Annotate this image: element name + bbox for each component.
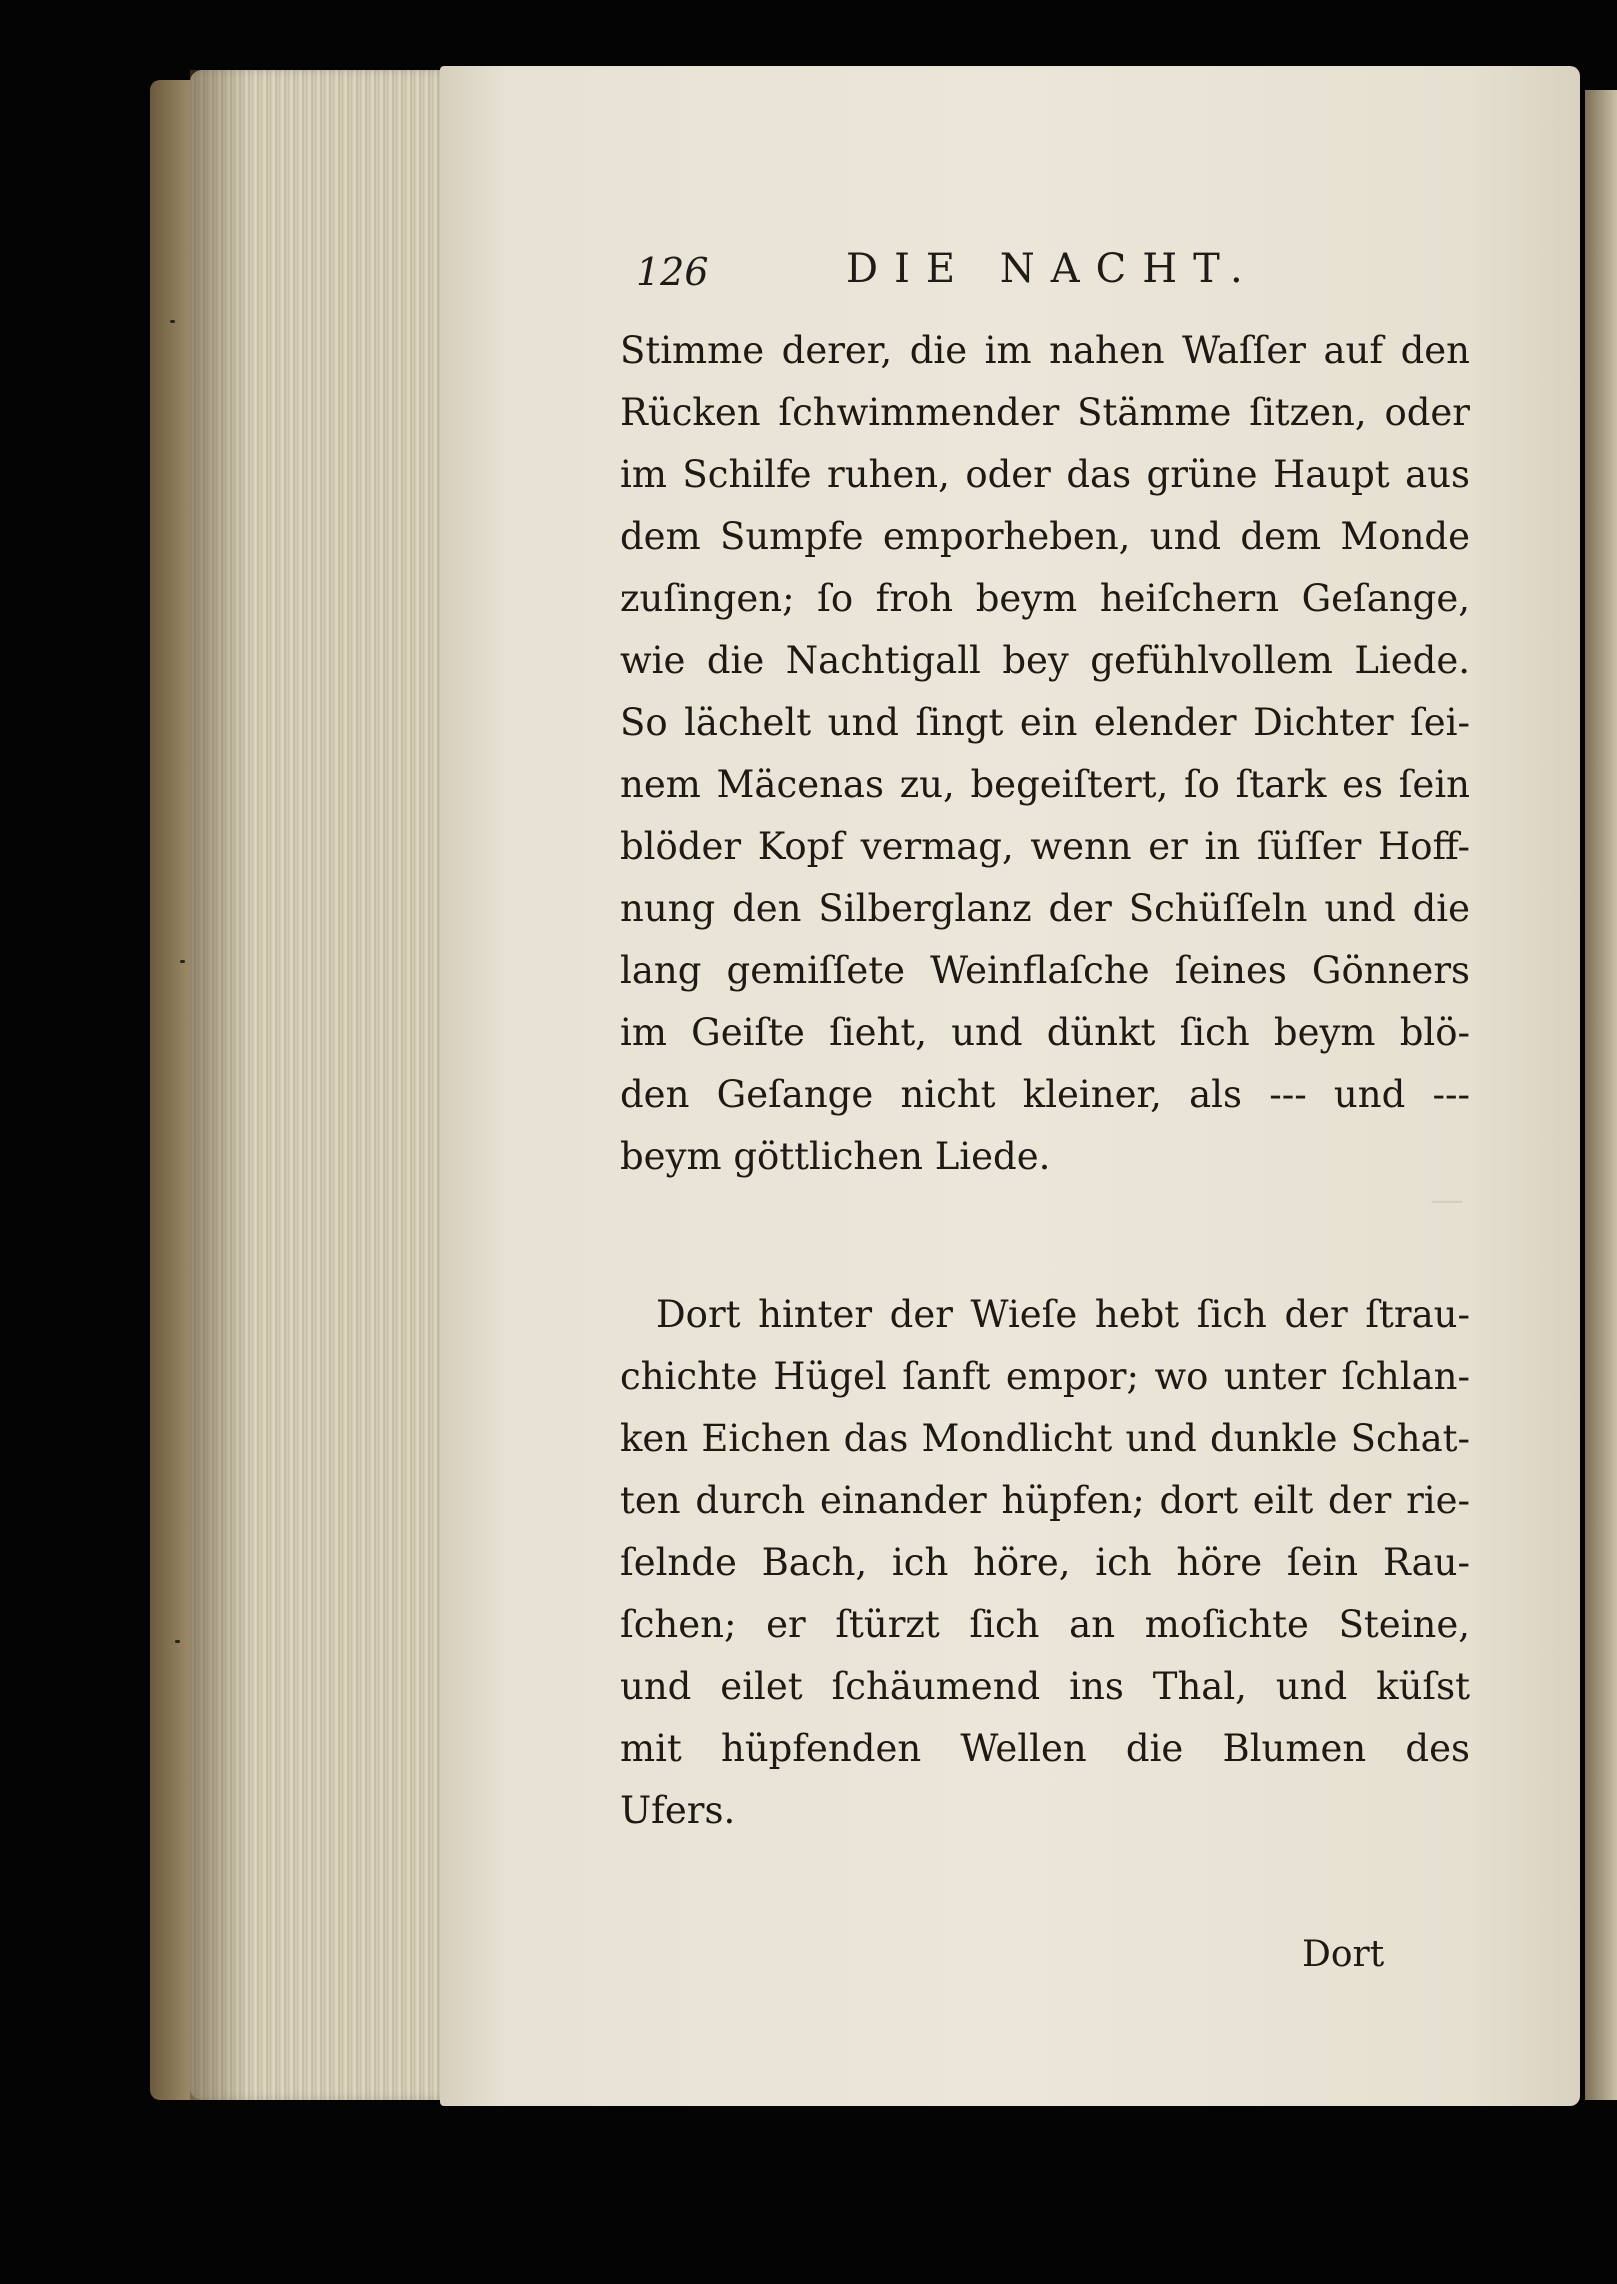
text-line: ken Eichen das Mondlicht und dunkle Schat- xyxy=(620,1417,1470,1460)
running-head xyxy=(636,246,1276,306)
text-line: Ufers. xyxy=(620,1789,736,1832)
text-line: wie die Nachtigall bey gefühlvollem Liede. xyxy=(620,639,1470,682)
body-text xyxy=(620,320,1470,1842)
text-line: im Schilfe ruhen, oder das grüne Haupt aus xyxy=(620,453,1470,496)
cover-speck xyxy=(180,960,185,963)
text-line: blöder Kopf vermag, wenn er in ſüſſer Hoff- xyxy=(620,825,1470,868)
text-line: nung den Silberglanz der Schüſſeln und die xyxy=(620,887,1470,930)
text-line: nem Mäcenas zu, begeiſtert, ſo ſtark es ſein xyxy=(620,763,1470,806)
text-line: im Geiſte ſieht, und dünkt ſich beym blö- xyxy=(620,1011,1470,1054)
text-line: So lächelt und ſingt ein elender Dichter ſei- xyxy=(620,701,1470,744)
page-number: 126 xyxy=(636,250,709,294)
cover-speck xyxy=(170,320,175,323)
text-line: ſchen; er ſtürzt ſich an moſichte Steine, xyxy=(620,1603,1470,1646)
text-line: lang gemiſſete Weinflaſche ſeines Gönners xyxy=(620,949,1470,992)
text-line: beym göttlichen Liede. xyxy=(620,1135,1051,1178)
cover-speck xyxy=(175,1640,180,1643)
text-line: dem Sumpfe emporheben, und dem Monde xyxy=(620,515,1470,558)
text-line: ſelnde Bach, ich höre, ich höre ſein Rau- xyxy=(620,1541,1470,1584)
text-line: und eilet ſchäumend ins Thal, und küſst xyxy=(620,1665,1470,1708)
text-line: zuſingen; ſo froh beym heiſchern Geſange, xyxy=(620,577,1470,620)
text-line: Dort hinter der Wieſe hebt ſich der ſtrau- xyxy=(656,1293,1470,1336)
catchword: Dort xyxy=(1302,1934,1385,1975)
text-line: Rücken ſchwimmender Stämme ſitzen, oder xyxy=(620,391,1470,434)
page-edges xyxy=(190,70,450,2100)
text-line: ten durch einander hüpfen; dort eilt der rie- xyxy=(620,1479,1470,1522)
text-line: chichte Hügel ſanft empor; wo unter ſchlan- xyxy=(620,1355,1470,1398)
chapter-title: DIE NACHT. xyxy=(846,246,1259,292)
facing-page-edge xyxy=(1585,90,1617,2100)
text-line: mit hüpfenden Wellen die Blumen des xyxy=(620,1727,1470,1770)
text-line: Stimme derer, die im nahen Waſſer auf den xyxy=(620,329,1470,372)
text-line: den Geſange nicht kleiner, als --- und --- xyxy=(620,1073,1470,1116)
paragraph xyxy=(620,1284,1470,1842)
paragraph-gap xyxy=(620,1188,1470,1284)
paragraph xyxy=(620,320,1470,1188)
show-through: — xyxy=(1430,1180,1464,1220)
